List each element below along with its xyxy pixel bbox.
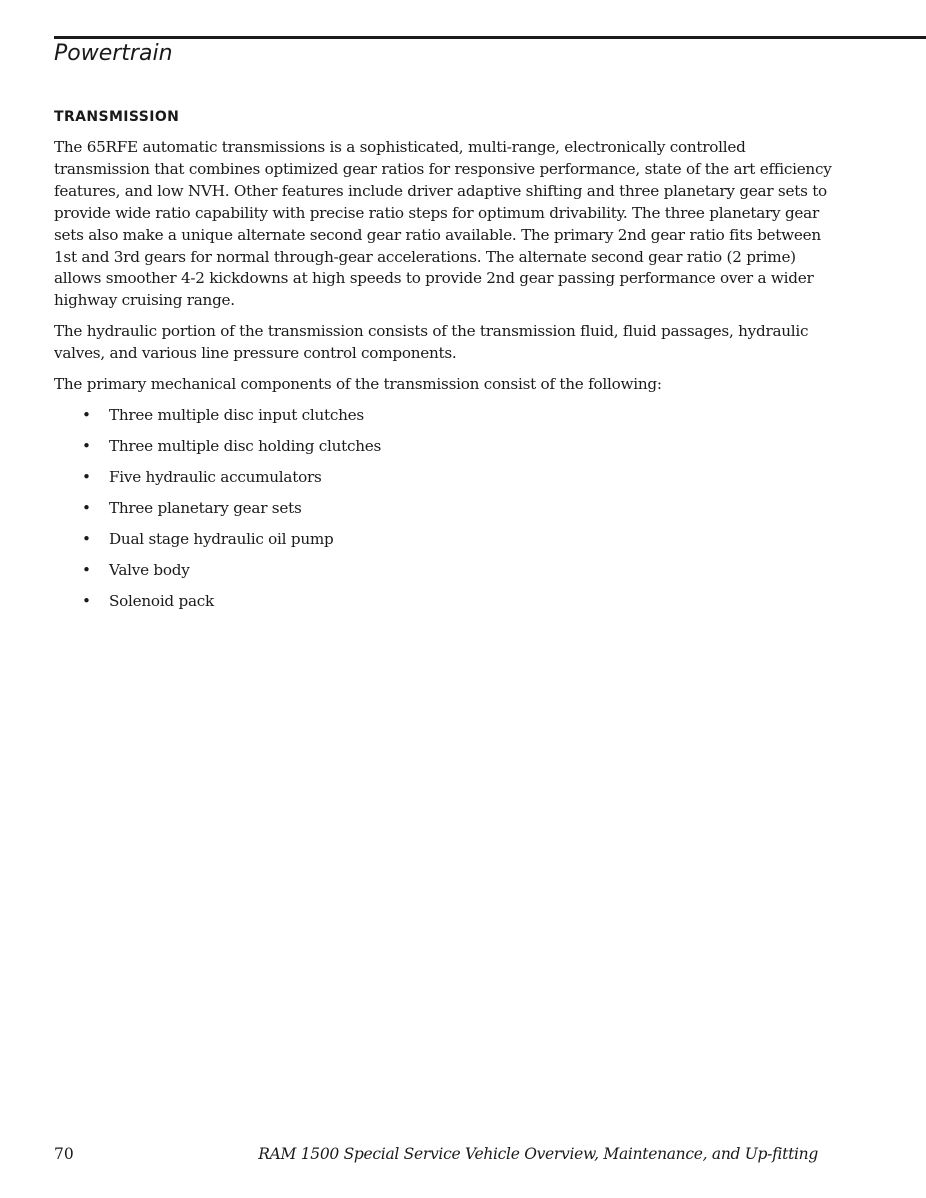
list-item-text: Valve body <box>109 560 190 579</box>
section-title: Powertrain <box>54 41 173 66</box>
bullet-icon: • <box>82 436 91 455</box>
header-rule <box>54 36 926 39</box>
transmission-heading: TRANSMISSION <box>54 109 180 125</box>
list-item <box>54 529 844 560</box>
list-item-text: Five hydraulic accumulators <box>109 467 322 486</box>
list-item-text: Solenoid pack <box>109 591 214 610</box>
list-item <box>54 498 844 529</box>
bullet-icon: • <box>82 591 91 610</box>
list-item-text: Three multiple disc holding clutches <box>109 436 382 455</box>
list-item-text: Three planetary gear sets <box>109 498 302 517</box>
list-item <box>54 405 844 436</box>
document-title: RAM 1500 Special Service Vehicle Overview, Maintenance, and Up-fitting <box>258 1145 818 1163</box>
bullet-icon: • <box>82 467 91 486</box>
paragraph-components-intro: The primary mechanical components of the transmission consist of the following: <box>54 375 662 394</box>
list-item <box>54 467 844 498</box>
list-item-text: Three multiple disc input clutches <box>109 405 364 424</box>
bullet-icon: • <box>82 529 91 548</box>
bullet-icon: • <box>82 560 91 579</box>
list-item-text: Dual stage hydraulic oil pump <box>109 529 334 548</box>
bullet-icon: • <box>82 498 91 517</box>
paragraph-hydraulic: The hydraulic portion of the transmission consists of the transmission fluid, fluid passages, hydraulic valves, and various line pressure control components. <box>54 322 809 363</box>
paragraph-overview: The 65RFE automatic transmissions is a sophisticated, multi-range, electronically controlled transmission that combines optimized gear ratios for responsive performance, state of the art efficiency features, and low NVH. Other features include driver adaptive shifting and three planetary gear sets to provide wide ratio capability with precise ratio steps for optimum drivability. The three planetary gear sets also make a unique alternate second gear ratio available. The primary 2nd gear ratio fits between 1st and 3rd gears for normal through-gear accelerations. The alternate second gear ratio (2 prime) allows smoother 4-2 kickdowns at high speeds to provide 2nd gear passing performance over a wider highway cruising range. <box>54 138 832 310</box>
list-item <box>54 436 844 467</box>
body-content <box>54 137 844 622</box>
list-item <box>54 560 844 591</box>
list-item <box>54 591 844 622</box>
components-list <box>54 405 844 622</box>
page-number: 70 <box>54 1145 74 1163</box>
bullet-icon: • <box>82 405 91 424</box>
page-footer <box>54 1143 818 1165</box>
